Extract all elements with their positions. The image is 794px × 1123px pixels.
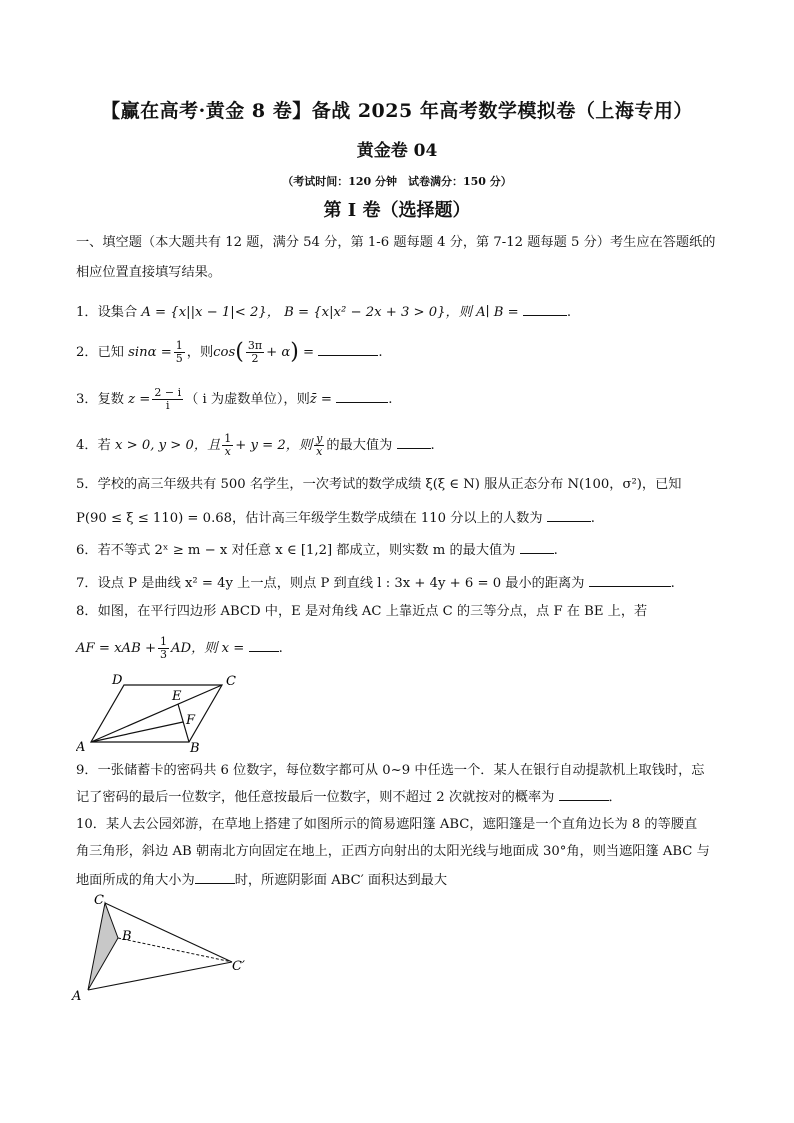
fraction xyxy=(152,387,183,412)
answer-blank xyxy=(249,637,279,652)
fraction xyxy=(158,636,169,661)
q-text: . xyxy=(430,438,435,453)
denominator: 5 xyxy=(175,352,183,365)
numerator: 1 xyxy=(160,635,168,648)
q-math: A = {x||x − 1|< 2}， xyxy=(141,305,280,320)
q-text: ，则 xyxy=(186,345,214,360)
q-number: 7． xyxy=(76,576,98,591)
answer-blank xyxy=(318,341,378,356)
q-text: . xyxy=(566,305,572,320)
q-text: . xyxy=(388,392,393,407)
q-text: . xyxy=(378,345,383,360)
q-text: 设点 P 是曲线 x² = 4y 上一点，则点 P 到直线 l : 3x + 4y + 6 = 0 最小的距离为 xyxy=(97,576,585,591)
label-b: B xyxy=(190,741,200,754)
denominator: 3 xyxy=(160,648,168,661)
q-text: 地面所成的角大小为 xyxy=(76,873,195,888)
q-text: （ i 为虚数单位），则 xyxy=(185,392,310,407)
q-text: 设集合 xyxy=(97,305,138,320)
numerator: 1 xyxy=(175,339,183,352)
section-heading: 第 I 卷（选择题） xyxy=(323,200,471,221)
instructions-line1: 一、填空题（本大题共有 12 题，满分 54 分，第 1-6 题每题 4 分，第 7-12 题每题 5 分）考生应在答题纸的 xyxy=(76,235,716,250)
exam-meta: （考试时间：120 分钟 试卷满分：150 分） xyxy=(282,175,512,188)
question-5-line1 xyxy=(76,474,736,496)
diagonal-ac xyxy=(91,685,222,742)
answer-blank xyxy=(559,786,609,801)
q-math: cos xyxy=(213,345,236,360)
question-9-line2 xyxy=(76,786,736,809)
numerator: 3π xyxy=(247,339,263,352)
q-text: 复数 xyxy=(97,392,124,407)
q-math: sinα = xyxy=(128,345,172,360)
q-number: 9． xyxy=(76,763,98,778)
q-number: 4． xyxy=(76,438,98,453)
q-math: z = xyxy=(128,392,151,407)
label-c-prime: C′ xyxy=(232,959,245,974)
q-math: AD，则 x = xyxy=(171,641,245,656)
denominator: x xyxy=(316,445,323,458)
question-8-line1 xyxy=(76,601,736,623)
answer-blank xyxy=(195,869,235,884)
fraction xyxy=(174,340,185,365)
q-text: . xyxy=(590,511,595,526)
question-10-line3 xyxy=(76,869,736,892)
q-math: z̄ = xyxy=(309,392,332,407)
question-8-line2 xyxy=(76,636,736,661)
q-text: P(90 ≤ ξ ≤ 110) = 0.68，估计高三年级学生数学成绩在 110 分以上的人数为 xyxy=(76,511,543,526)
q-number: 8． xyxy=(76,604,98,619)
label-c: C xyxy=(94,893,104,908)
q-math: + α xyxy=(266,345,291,360)
q-number: 1． xyxy=(76,305,98,320)
q-math: x > 0, y > 0，且 xyxy=(114,438,221,453)
answer-blank xyxy=(336,388,388,403)
question-1 xyxy=(76,301,736,324)
question-2: 2．已知 sinα = $\frac{1}{5}$ ，则cos( $\frac{3\pi}{2}$ + α) = . xyxy=(76,339,383,365)
q-math: B = {x|x² − 2x + 3 > 0}，则 xyxy=(284,305,472,320)
edge-ac xyxy=(88,962,232,990)
question-6 xyxy=(76,539,736,562)
triangle-abc-shaded xyxy=(88,903,118,990)
fraction xyxy=(246,340,264,365)
segment-af xyxy=(91,722,183,742)
question-4 xyxy=(76,433,736,458)
fraction xyxy=(314,433,324,458)
q-text: . xyxy=(670,576,675,591)
numerator: y xyxy=(316,432,323,445)
q-text: . xyxy=(278,641,283,656)
q-text: 已知 xyxy=(97,345,124,360)
q-text: . xyxy=(553,543,558,558)
q-text: 某人去公园郊游，在草地上搭建了如图所示的简易遮阳篷 ABC，遮阳篷是一个直角边长为 8 的等腰直 xyxy=(105,817,698,832)
denominator: x xyxy=(224,445,231,458)
label-e: E xyxy=(172,689,182,704)
shade-figure xyxy=(66,892,256,1004)
q-text: ． xyxy=(608,790,622,805)
question-3 xyxy=(76,387,736,412)
answer-blank xyxy=(520,539,554,554)
denominator: i xyxy=(165,399,170,412)
q-text: 学校的高三年级共有 500 名学生，一次考试的数学成绩 ξ(ξ ∈ N) 服从正态分布 N(100，σ²)，已知 xyxy=(97,477,682,492)
fraction xyxy=(222,433,233,458)
q-number: 3． xyxy=(76,392,98,407)
parallelogram-figure xyxy=(76,672,246,754)
q-math: AF = xAB + xyxy=(76,641,157,656)
q-number: 10． xyxy=(76,817,106,832)
label-d: D xyxy=(112,673,123,688)
answer-blank xyxy=(523,301,567,316)
answer-blank xyxy=(397,434,431,449)
q-math: A∣ B = xyxy=(476,305,519,320)
label-f: F xyxy=(186,713,196,728)
label-b: B xyxy=(122,929,132,944)
question-10-line2 xyxy=(76,841,736,863)
instructions-line2: 相应位置直接填写结果。 xyxy=(76,265,222,280)
edge-bc-dashed xyxy=(118,938,232,962)
paper-subtitle: 黄金卷 04 xyxy=(356,141,438,161)
page-title: 【赢在高考·黄金 8 卷】备战 2025 年高考数学模拟卷（上海专用） xyxy=(101,100,693,122)
label-a: A xyxy=(72,989,82,1004)
answer-blank xyxy=(589,572,671,587)
q-text: 若 xyxy=(97,438,111,453)
label-c: C xyxy=(226,674,236,689)
q-text: 一张储蓄卡的密码共 6 位数字，每位数字都可从 0~9 中任选一个．某人在银行自动提款机上取钱时，忘 xyxy=(97,763,705,778)
denominator: 2 xyxy=(251,352,259,365)
numerator: 2 − i xyxy=(154,386,182,399)
question-10-line1 xyxy=(76,814,736,836)
q-text: 如图，在平行四边形 ABCD 中，E 是对角线 AC 上靠近点 C 的三等分点，点 F 在 BE 上，若 xyxy=(97,604,648,619)
q-text: 若不等式 2ˣ ≥ m − x 对任意 x ∈ [1,2] 都成立，则实数 m 的最大值为 xyxy=(97,543,516,558)
question-5-line2 xyxy=(76,507,736,530)
q-number: 5． xyxy=(76,477,98,492)
label-a: A xyxy=(76,740,86,754)
question-9-line1 xyxy=(76,760,736,782)
question-7 xyxy=(76,572,736,595)
q-text: = xyxy=(303,345,315,360)
q-text: 时，所遮阴影面 ABC′ 面积达到最大 xyxy=(234,873,448,888)
q-math: + y = 2，则 xyxy=(235,438,313,453)
answer-blank xyxy=(547,507,591,522)
q-text: 的最大值为 xyxy=(326,438,393,453)
q-text: 记了密码的最后一位数字，他任意按最后一位数字，则不超过 2 次就按对的概率为 xyxy=(76,790,555,805)
q-text: 角三角形，斜边 AB 朝南北方向固定在地上，正西方向射出的太阳光线与地面成 30°角，则当遮阳篷 ABC 与 xyxy=(76,844,710,859)
q-number: 2． xyxy=(76,345,98,360)
q-number: 6． xyxy=(76,543,98,558)
numerator: 1 xyxy=(224,432,232,445)
